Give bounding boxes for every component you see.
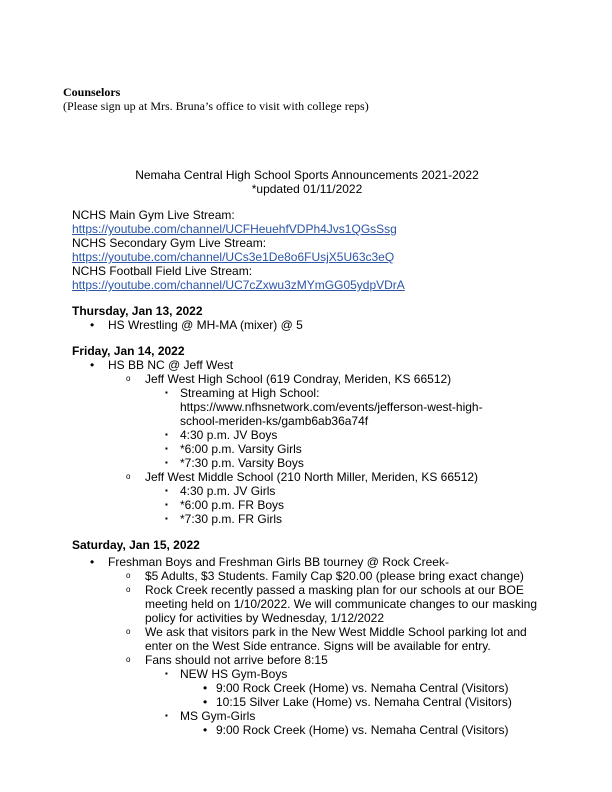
- list-item: ▪ *6:00 p.m. Varsity Girls: [145, 442, 542, 456]
- stream-label: NCHS Football Field Live Stream:: [72, 264, 253, 278]
- stream-link[interactable]: https://youtube.com/channel/UCFHeuehfVDPh4Jvs1QGsSsg: [72, 222, 397, 236]
- list-item: ▪ *7:30 p.m. FR Girls: [145, 512, 542, 526]
- announcements: [72, 168, 542, 737]
- list-item: o Rock Creek recently passed a masking plan for our schools at our BOE meeting held on 1/10/2022. We will communicate changes to our masking policy for activities by Wednesday, 1/12/2022: [108, 583, 542, 625]
- doc-title: Nemaha Central High School Sports Announcements 2021-2022: [135, 168, 479, 182]
- counselors-note: (Please sign up at Mrs. Bruna’s office to visit with college reps): [63, 99, 369, 113]
- list-item: [108, 653, 542, 737]
- list-item: [108, 470, 542, 526]
- event-label: HS BB NC @ Jeff West: [108, 358, 234, 372]
- list-item: [72, 555, 542, 737]
- note: Fans should not arrive before 8:15: [145, 653, 328, 667]
- location: Jeff West High School (619 Condray, Meriden, KS 66512): [145, 372, 452, 386]
- counselors-heading: Counselors: [63, 85, 121, 99]
- day-heading: Saturday, Jan 15, 2022: [72, 538, 200, 552]
- list-item: • 9:00 Rock Creek (Home) vs. Nemaha Central (Visitors): [180, 681, 542, 695]
- stream-label: NCHS Secondary Gym Live Stream:: [72, 236, 267, 250]
- list-item: ▪ 4:30 p.m. JV Girls: [145, 484, 542, 498]
- stream-label: NCHS Main Gym Live Stream:: [72, 208, 235, 222]
- list-item: ▪ 4:30 p.m. JV Boys: [145, 428, 542, 442]
- list-item: ▪ *7:30 p.m. Varsity Boys: [145, 456, 542, 470]
- list-item: • 10:15 Silver Lake (Home) vs. Nemaha Central (Visitors): [180, 695, 542, 709]
- event-label: Freshman Boys and Freshman Girls BB tourney @ Rock Creek-: [108, 555, 449, 569]
- updated-date: *updated 01/11/2022: [251, 182, 363, 196]
- list-item: o $5 Adults, $3 Students. Family Cap $20.00 (please bring exact change): [108, 569, 542, 583]
- list-item: • HS Wrestling @ MH-MA (mixer) @ 5: [72, 318, 542, 332]
- list-item: ▪ *6:00 p.m. FR Boys: [145, 498, 542, 512]
- list-item: [108, 372, 542, 470]
- stream-link[interactable]: https://youtube.com/channel/UCs3e1De8o6FUsjX5U63c3eQ: [72, 250, 395, 264]
- list-item: [72, 358, 542, 526]
- location: Jeff West Middle School (210 North Miller, Meriden, KS 66512): [145, 470, 479, 484]
- list-item: • 9:00 Rock Creek (Home) vs. Nemaha Central (Visitors): [180, 723, 542, 737]
- list-item: o We ask that visitors park in the New West Middle School parking lot and enter on the West Side entrance. Signs will be available for entry.: [108, 625, 542, 653]
- list-item: ▪ Streaming at High School: https://www.nfhsnetwork.com/events/jefferson-west-high-school-meriden-ks/gamb6ab36a74f: [145, 386, 500, 428]
- stream-link[interactable]: https://youtube.com/channel/UC7cZxwu3zMYmGG05ydpVDrA: [72, 278, 405, 292]
- gym-name: MS Gym-Girls: [180, 709, 256, 723]
- list-item: [145, 667, 542, 709]
- gym-name: NEW HS Gym-Boys: [180, 667, 288, 681]
- day-heading: Thursday, Jan 13, 2022: [72, 304, 203, 318]
- day-heading: Friday, Jan 14, 2022: [72, 344, 185, 358]
- list-item: [145, 709, 542, 737]
- streams: [72, 208, 542, 292]
